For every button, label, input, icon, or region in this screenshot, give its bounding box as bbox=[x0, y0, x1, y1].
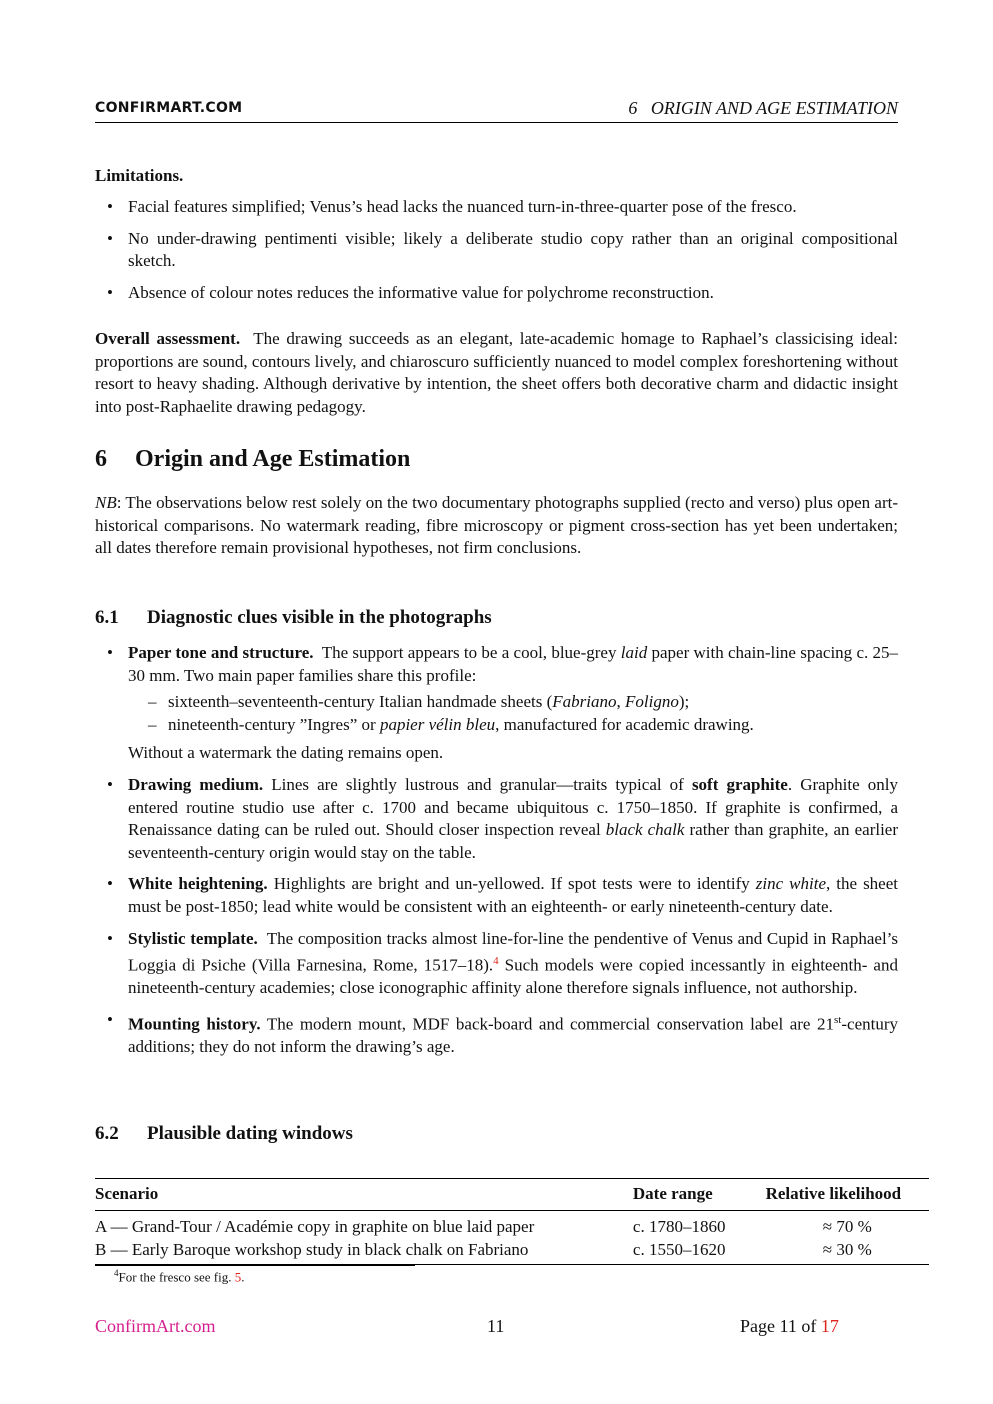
total-pages-link[interactable]: 17 bbox=[820, 1316, 839, 1336]
table-cell: B — Early Baroque workshop study in black chalk on Fabriano bbox=[95, 1238, 613, 1265]
list-item-paper: • Paper tone and structure. The support appears to be a cool, blue-grey laid paper with chain-line spacing c. 25–30 mm. Two main paper families share this profile: – sixteenth–seventeenth-century Italian handmade sheets (Fabriano, Foligno); – nineteenth-century ”Ingres” or papier vélin bleu, manufactured for academic drawing. Without a watermark the dating remains open. bbox=[95, 642, 898, 765]
footer-page-number: 11 bbox=[487, 1316, 505, 1336]
list-item-medium: • Drawing medium. Lines are slightly lustrous and granular—traits typical of soft graphite. Graphite only entered routine studio use after c. 1700 and became ubiquitous c. 1750–1850. If graphite is confirmed, a Renaissance dating can be ruled out. Should closer inspection reveal black chalk rather than graphite, an earlier seventeenth-century origin would stay on the table. bbox=[95, 774, 898, 864]
footer-page-indicator: Page 11 of 17 bbox=[740, 1316, 839, 1336]
footnote-ref-4[interactable]: 4 bbox=[493, 955, 499, 968]
limitations-list bbox=[95, 196, 898, 313]
table-row bbox=[95, 1238, 929, 1265]
section-heading: 6 Origin and Age Estimation bbox=[95, 446, 411, 472]
table-cell: ≈ 30 % bbox=[746, 1238, 929, 1265]
limitations-heading: Limitations. bbox=[95, 166, 184, 185]
list-item-stylistic: • Stylistic template. The composition tracks almost line-for-line the pendentive of Venus and Cupid in Raphael’s Loggia di Psiche (Villa Farnesina, Rome, 1517–18).$^4$ Such models were copied incessantly in eighteenth- and nineteenth-century academies; close iconographic affinity alone therefore signals influence, not authorship. bbox=[95, 928, 898, 1000]
running-header-title: ORIGIN AND AGE ESTIMATION bbox=[650, 98, 898, 118]
footnote: $^4$For the fresco see fig. 5. bbox=[114, 1268, 245, 1285]
header-rule bbox=[95, 122, 898, 123]
table-cell: c. 1550–1620 bbox=[613, 1238, 746, 1265]
list-item-mounting: • Mounting history. The modern mount, MDF back-board and commercial conservation label are 21st-century additions; they do not inform the drawing’s age. bbox=[95, 1009, 898, 1059]
column-header-date-range: Date range bbox=[613, 1179, 746, 1211]
table-row bbox=[95, 1211, 929, 1239]
running-header bbox=[628, 98, 898, 119]
figure-link[interactable]: 5 bbox=[234, 1269, 242, 1285]
list-item: – sixteenth–seventeenth-century Italian handmade sheets (Fabriano, Foligno); bbox=[128, 691, 898, 714]
column-header-likelihood: Relative likelihood bbox=[746, 1179, 929, 1211]
paper-note: Without a watermark the dating remains open. bbox=[128, 743, 444, 763]
list-item: • Facial features simplified; Venus’s head lacks the nuanced turn-in-three-quarter pose of the fresco. bbox=[95, 196, 898, 219]
footer-brand-link[interactable]: ConfirmArt.com bbox=[95, 1316, 216, 1336]
diagnostic-clues-list bbox=[95, 642, 898, 1068]
column-header-scenario: Scenario bbox=[95, 1179, 613, 1211]
list-item-white: • White heightening. Highlights are bright and un-yellowed. If spot tests were to identify zinc white, the sheet must be post-1850; lead white would be consistent with an eighteenth- or early nineteenth-century date. bbox=[95, 873, 898, 918]
paper-families-list bbox=[128, 691, 898, 736]
overall-assessment-paragraph: Overall assessment. The drawing succeeds as an elegant, late-academic homage to Raphael’s classicising ideal: proportions are sound, contours lively, and chiaroscuro sufficiently nuanced to model complex foreshortening without resort to heavy shading. Although derivative by intention, the sheet offers both decorative charm and didactic insight into post-Raphaelite drawing pedagogy. bbox=[95, 329, 898, 416]
dating-windows-table bbox=[95, 1178, 929, 1265]
header-logo: CONFIRMART.COM bbox=[95, 100, 243, 116]
nb-paragraph: NB: The observations below rest solely on the two documentary photographs supplied (recto and verso) plus open art-historical comparisons. No watermark reading, fibre microscopy or pigment cross-section has yet been undertaken; all dates therefore remain provisional hypotheses, not firm conclusions. bbox=[95, 493, 898, 558]
table-cell: A — Grand-Tour / Académie copy in graphite on blue laid paper bbox=[95, 1217, 535, 1236]
table-header-row bbox=[95, 1179, 929, 1211]
table-cell: c. 1780–1860 bbox=[632, 1217, 726, 1236]
subsection-heading-6-1: 6.1 Diagnostic clues visible in the photographs bbox=[95, 607, 492, 628]
list-item: – nineteenth-century ”Ingres” or papier vélin bleu, manufactured for academic drawing. bbox=[128, 714, 898, 737]
running-header-number: 6 bbox=[628, 98, 638, 118]
list-item: • No under-drawing pentimenti visible; likely a deliberate studio copy rather than an original compositional sketch. bbox=[95, 228, 898, 273]
footnote-rule bbox=[95, 1265, 415, 1266]
subsection-heading-6-2: 6.2 Plausible dating windows bbox=[95, 1123, 353, 1144]
table-cell: ≈ 70 % bbox=[822, 1217, 872, 1236]
list-item: • Absence of colour notes reduces the informative value for polychrome reconstruction. bbox=[95, 282, 898, 305]
